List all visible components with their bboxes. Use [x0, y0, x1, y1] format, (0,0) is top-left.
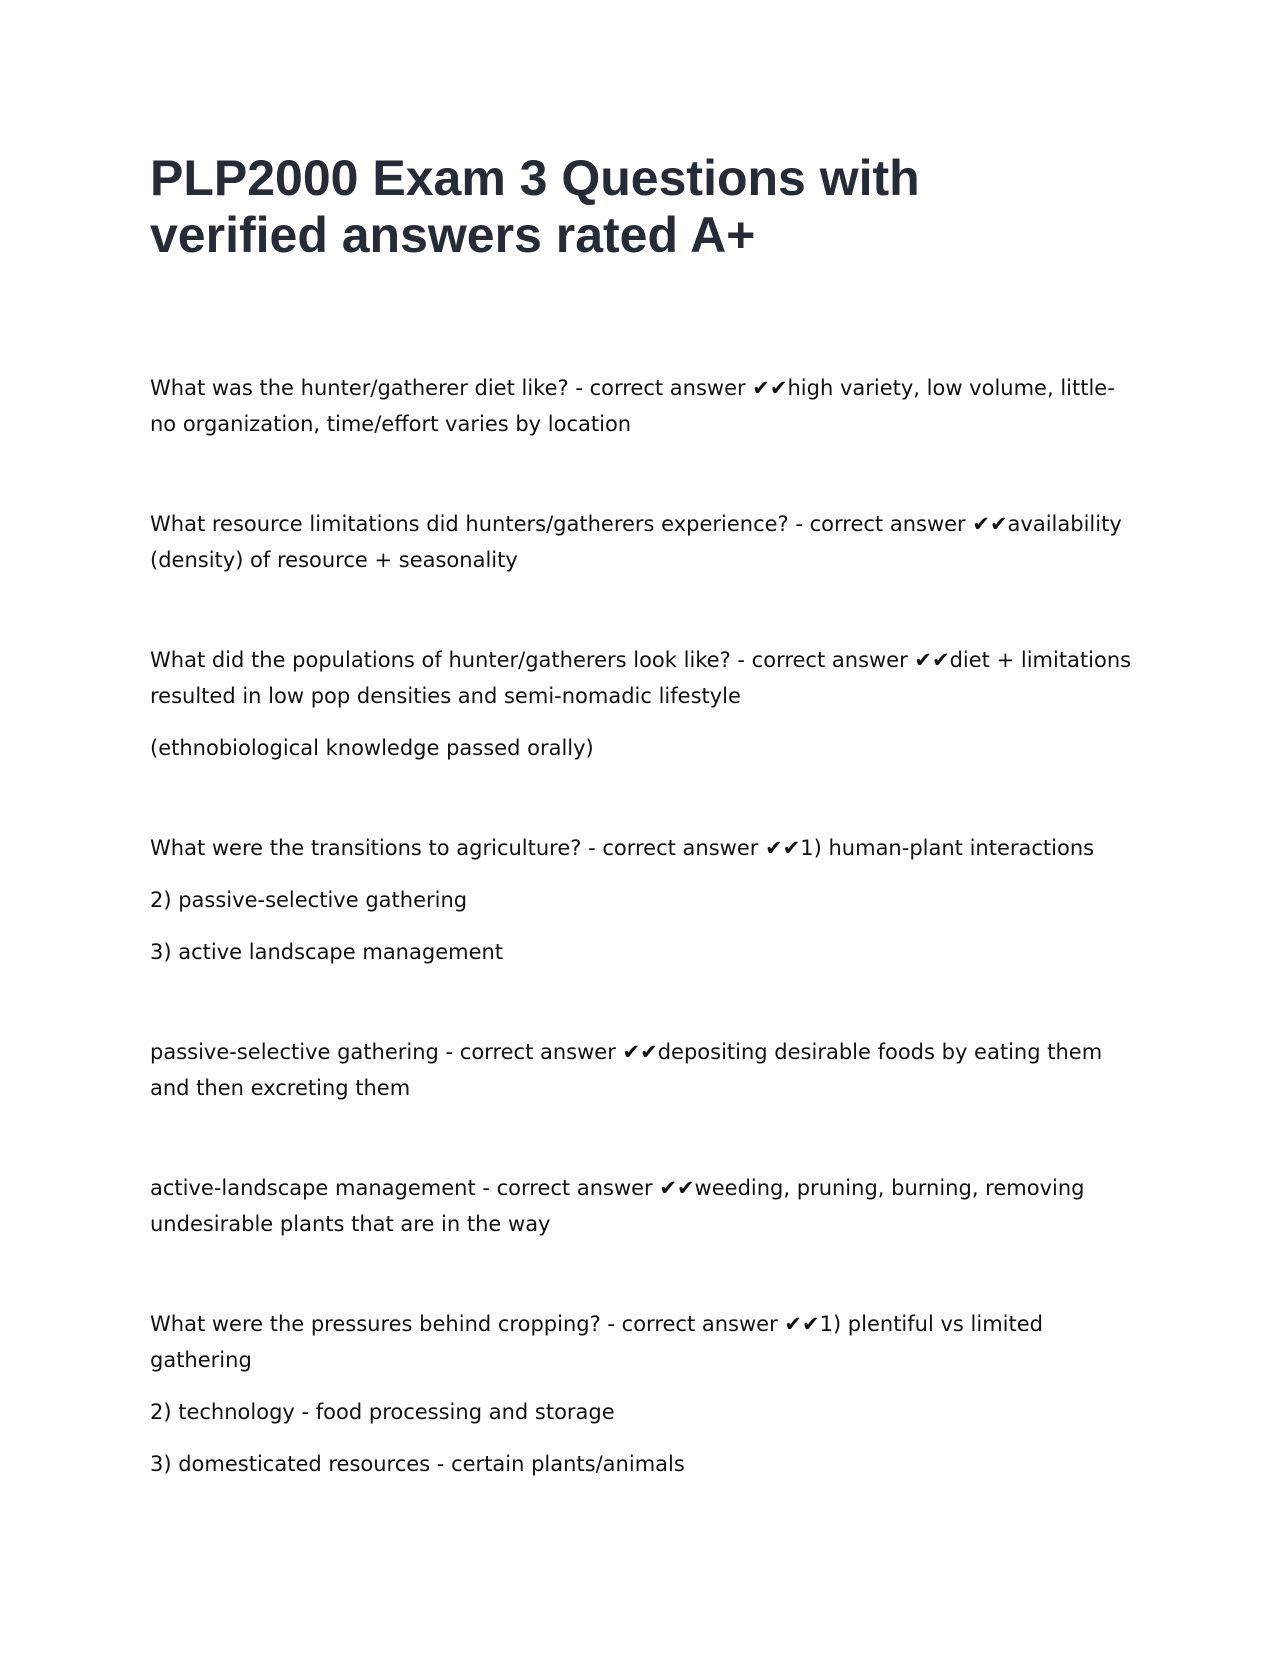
- qa-item-active-landscape: [150, 1170, 1140, 1242]
- qa-text: What resource limitations did hunters/gatherers experience? - correct answer ✔✔availability (density) of resource + seasonality: [150, 512, 1122, 572]
- qa-list-item: 2) passive-selective gathering: [150, 888, 468, 912]
- qa-text: What was the hunter/gatherer diet like? - correct answer ✔✔high variety, low volume, little-no organization, time/effort varies by location: [150, 376, 1115, 436]
- qa-item-cropping-pressures: [150, 1306, 1140, 1482]
- qa-item-populations: [150, 642, 1140, 766]
- qa-text-continuation: (ethnobiological knowledge passed orally): [150, 736, 594, 760]
- qa-list-item: 3) domesticated resources - certain plants/animals: [150, 1452, 685, 1476]
- qa-list-item: 3) active landscape management: [150, 940, 504, 964]
- document-page: [150, 150, 1140, 1546]
- qa-text: passive-selective gathering - correct answer ✔✔depositing desirable foods by eating them and then excreting them: [150, 1040, 1103, 1100]
- qa-text: What were the transitions to agriculture? - correct answer ✔✔1) human-plant interactions: [150, 836, 1095, 860]
- qa-list-item: 2) technology - food processing and storage: [150, 1400, 615, 1424]
- qa-text: active-landscape management - correct answer ✔✔weeding, pruning, burning, removing undesirable plants that are in the way: [150, 1176, 1085, 1236]
- qa-item-resource-limitations: [150, 506, 1140, 578]
- qa-text: What were the pressures behind cropping? - correct answer ✔✔1) plentiful vs limited gathering: [150, 1312, 1043, 1372]
- document-title: PLP2000 Exam 3 Questions with verified answers rated A+: [150, 150, 920, 263]
- qa-item-transitions: [150, 830, 1140, 970]
- qa-text: What did the populations of hunter/gatherers look like? - correct answer ✔✔diet + limitations resulted in low pop densities and semi-nomadic lifestyle: [150, 648, 1132, 708]
- qa-item-diet: [150, 370, 1140, 442]
- qa-list: [150, 370, 1140, 1482]
- qa-item-passive-selective: [150, 1034, 1140, 1106]
